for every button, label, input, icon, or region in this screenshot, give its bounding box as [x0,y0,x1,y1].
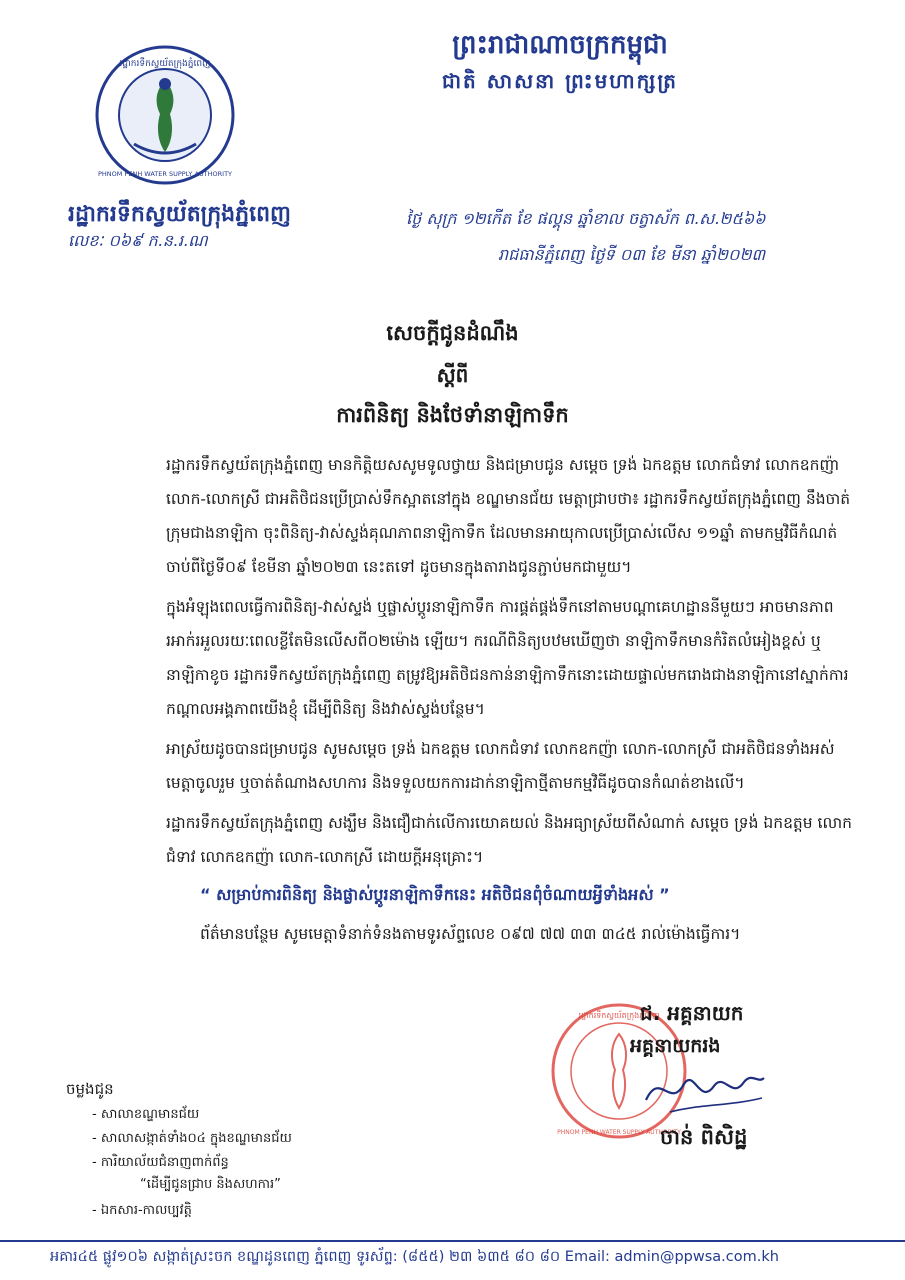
cc-item: - សាលាសង្កាត់ទាំង០៤ ក្នុងខណ្ឌមានជ័យ [92,1131,292,1146]
signatory-position: អគ្គនាយករង [630,1035,721,1057]
org-name: រដ្ឋាករទឹកស្វយ័តក្រុងភ្នំពេញ [68,202,292,227]
signatory-name: ចាន់ ពិសិដ្ឋ [660,1125,748,1149]
solar-date: រាជធានីភ្នំពេញ ថ្ងៃទី ០៣ ខែ មីនា ឆ្នាំ២០២៣ [498,245,766,264]
paragraph-intro: រដ្ឋាករទឹកស្វយ័តក្រុងភ្នំពេញ មានកិត្តិយសសូមទូលថ្វាយ និងជម្រាបជូន សម្ដេច ទ្រង់ ឯកឧត្តម លោកជំទាវ លោកឧកញ៉ា លោក-លោកស្រី ជាអតិថិជនប្រើប្រាស់ទឹកស្អាតនៅក្នុង ខណ្ឌមានជ័យ មេត្តាជ្រាបថា៖ រដ្ឋាករទឹកស្វយ័តក្រុងភ្នំពេញ នឹងចាត់ក្រុមជាងនាឡិកា ចុះពិនិត្យ-វាស់ស្ទង់គុណភាពនាឡិកាទឹក ដែលមានអាយុកាលប្រើប្រាស់លើស ១១ឆ្នាំ តាមកម្មវិធីកំណត់ចាប់ពីថ្ងៃទី០៩ ខែមីនា ឆ្នាំ២០២៣ នេះតទៅ ដូចមានក្នុងតារាងជូនភ្ជាប់មកជាមួយ។ [166,456,851,576]
notice-subject: ការពិនិត្យ និងថែទាំនាឡិកាទឹក [336,403,569,427]
free-of-charge-note: “ សម្រាប់ការពិនិត្យ និងផ្លាស់ប្ដូរនាឡិកាទឹកនេះ អតិថិជនពុំចំណាយអ្វីទាំងអស់ ” [200,885,670,904]
notice-subject-label: ស្ដីពី [436,363,469,387]
notice-body [166,448,856,880]
seal-khmer-text: រដ្ឋាករទឹកស្វយ័តក្រុងភ្នំពេញ [578,1011,660,1020]
logo-khmer-text: រដ្ឋាករទឹកស្វយ័តក្រុងភ្នំពេញ [119,59,211,69]
kingdom-title: ព្រះរាជាណាចក្រកម្ពុជា [452,30,668,60]
paragraph-procedure: ក្នុងអំឡុងពេលធ្វើការពិនិត្យ-វាស់ស្ទង់ ឬផ្លាស់ប្ដូរនាឡិកាទឹក ការផ្គត់ផ្គង់ទឹកនៅតាមបណ្ដាគេហដ្ឋាននីមួយៗ អាចមានភាពរអាក់រអួលរយៈពេលខ្លីតែមិនលើសពី០២ម៉ោង ឡើយ។ ករណីពិនិត្យបឋមឃើញថា នាឡិកាទឹកមានកំរិតលំអៀងខ្ពស់ ឬនាឡិកាខូច រដ្ឋាករទឹកស្វយ័តក្រុងភ្នំពេញ តម្រូវឱ្យអតិថិជនកាន់នាឡិកាទឹកនោះដោយផ្ទាល់មករោងជាងនាឡិកានៅស្នាក់ការកណ្ដាលអង្គភាពយើងខ្ញុំ ដើម្បីពិនិត្យ និងវាស់ស្ទង់បន្ថែម។ [166,598,849,718]
signatory-title: ជ. អគ្គនាយក [640,1001,744,1025]
cc-item-note: “ដើម្បីជូនជ្រាប និងសហការ” [140,1177,281,1192]
cc-title: ចម្លងជូន [66,1080,114,1098]
seal-english-text: PHNOM PENH WATER SUPPLY AUTHORITY [557,1129,681,1136]
contact-info: ព័ត៌មានបន្ថែម សូមមេត្តាទំនាក់ទំនងតាមទូរស័ព្ទលេខ ០៩៧ ៧៧ ៣៣ ៣៤៥ រាល់ម៉ោងធ្វើការ។ [200,925,741,943]
footer-divider [0,1240,905,1242]
reference-number: លេខៈ ០៦៩ ក.ន.រ.ណ [68,231,208,250]
paragraph-closing: រដ្ឋាករទឹកស្វយ័តក្រុងភ្នំពេញ សង្ឃឹម និងជឿជាក់លើការយោគយល់ និងអធ្យាស្រ័យពីសំណាក់ សម្ដេច ទ្រង់ ឯកឧត្តម លោកជំទាវ លោកឧកញ៉ា លោក-លោកស្រី ដោយក្ដីអនុគ្រោះ។ [166,814,852,866]
cc-item: - សាលាខណ្ឌមានជ័យ [92,1107,200,1122]
notice-title: សេចក្ដីជូនដំណឹង [386,321,519,345]
handwritten-signature [640,1060,770,1120]
ppwsa-logo [94,44,236,186]
national-motto: ជាតិ សាសនា ព្រះមហាក្សត្រ [442,69,678,93]
logo-english-text: PHNOM PENH WATER SUPPLY AUTHORITY [97,170,233,178]
cc-item: - ការិយាល័យជំនាញពាក់ព័ន្ធ [92,1155,229,1170]
lunar-date: ថ្ងៃ សុក្រ ១២កើត ខែ ផល្គុន ឆ្នាំខាល ចត្វាស័ក ព.ស.២៥៦៦ [406,209,766,228]
cc-item: - ឯកសារ-កាលប្បវត្តិ [92,1203,192,1218]
paragraph-request: អាស្រ័យដូចបានជម្រាបជូន សូមសម្ដេច ទ្រង់ ឯកឧត្តម លោកជំទាវ លោកឧកញ៉ា លោក-លោកស្រី ជាអតិថិជនទាំងអស់មេត្តាចូលរួម ឬចាត់តំណាងសហការ និងទទួលយកការដាក់នាឡិកាថ្មីតាមកម្មវិធីដូចបានកំណត់ខាងលើ។ [166,740,835,792]
footer-address: អគារ៤៥ ផ្លូវ១០៦ សង្កាត់ស្រះចក ខណ្ឌដូនពេញ ភ្នំពេញ ទូរស័ព្ទ: (៨៥៥) ២៣ ៦៣៥ ៨០ ៨០ Email: admin@ppwsa.com.kh [50,1249,779,1265]
